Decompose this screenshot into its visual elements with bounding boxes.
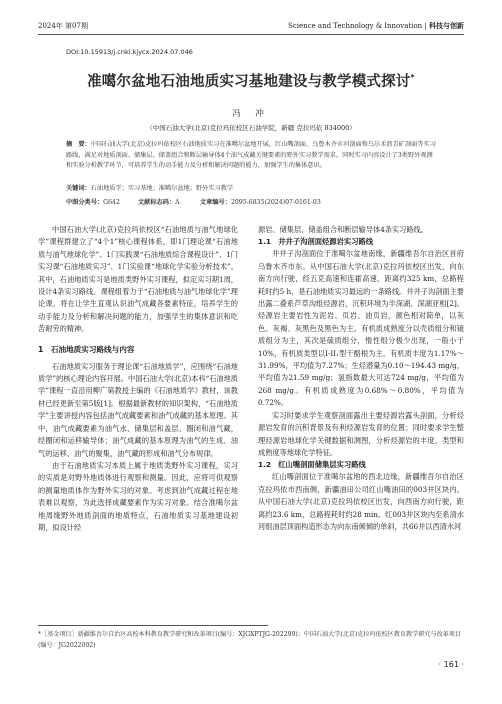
- running-header: [38, 20, 464, 32]
- page-number: · 161 ·: [438, 660, 464, 669]
- body-paragraph: 由于石油地质实习本质上属于地质类野外实习课程，实习的实质是对野外地质体进行观察和测量。因此，应将可供观察的测量地质体作为野外实习的对象。考虑到油气成藏过程在地表难以观察，为此选择成藏要素作为实习对象。结合准噶尔盆地周缘野外地质剖面的地质特点，石油地质实习基地建设初期，拟设计经: [38, 460, 238, 532]
- intro-paragraph: 中国石油大学(北京)克拉玛依校区“石油地质与油气地球化学”课程群建立了“4个1”核心课程体系，即1门理论课“石油地质与油气地球化学”、1门实践课“石油地质综合课程设计”、1门实习课“石油地质实习”、1门实验课“地球化学实验分析技术”。其中，石油地质实习是地质类野外实习课程，拟定实习期1周，设计4条实习路线。课程组着力于“石油地质与油气地球化学”理论课，将在让学生直观认识油气成藏各要素特征，培养学生的动手能力及分析和解决问题的能力，加强学生的集体意识和吃苦耐劳的精神。: [38, 225, 238, 334]
- article-id: [200, 198, 321, 208]
- left-column: [38, 224, 238, 534]
- abstract: [66, 140, 438, 172]
- doc-label: 文献标志码：: [138, 199, 176, 206]
- clc-number: [66, 198, 138, 208]
- doc-value: A: [175, 199, 180, 206]
- body-paragraph: 实习时要求学生观察剖面露出主要烃源岩露头剖面，分析烃源岩发育的沉积背景及有利烃源岩发育的位置；同时要求学生整理烃源岩地球化学关键数据和测图，分析烃源岩的丰度、类型和成熟度等地球化学特征。: [258, 410, 464, 457]
- clc-label: 中图分类号：: [66, 199, 104, 206]
- journal-name: [288, 20, 464, 32]
- affiliation: （中国石油大学(北京)克拉玛依校区石油学院，新疆 克拉玛依 834000）: [146, 124, 356, 132]
- doi: DOI:10.15913/j.cnki.kjycx.2024.07.046: [66, 48, 193, 56]
- body-paragraph: 红山嘴剖面位于准噶尔盆地的西北边缘，新疆维吾尔自治区克拉玛依市西南侧，新疆油田公司红山嘴油田的003井区块内。从中国石油大学(北京)克拉玛依校区出发，向西南方向行驶，距离约23.6 km，总路程耗时约28 min。红003井区块内至系清水河组油层顶面构造形态为向东南倾倾的单斜，共66井以西清水河: [258, 472, 464, 531]
- section-heading-1: 1 石油地质实习路线与内容: [38, 344, 135, 354]
- classification-line: [66, 198, 438, 208]
- journal-name-cn: 科技与创新: [429, 22, 464, 30]
- header-rule: [38, 34, 464, 35]
- article-title-text: 准噶尔盆地石油地质实习基地建设与教学模式探讨: [87, 74, 411, 90]
- header-separator: |: [424, 22, 427, 30]
- body-paragraph: 井井子沟剖面位于准噶尔盆地南缘，新疆维吾尔自治区首府乌鲁木齐市东。从中国石油大学(北京)克拉玛依校区出发，向东南方向行驶，经五克高速和连霍高速，距离约325 km，总路程耗时约5 h，是石油地质实习最远的一条路线。井井子沟剖面主要出露二叠系芦草沟组烃源岩，沉积环境为半深湖、深湖亚相[2]。烃源岩主要岩性为泥岩、页岩、油页岩，颜色相对简单，以灰色、灰褐、灰黑色及黑色为主。有机质成熟度分以壳质组分和镜质组分为主，其次是硫质组分，惰性组分极少出现，一般小于10%，有机质类型以I-II₁型干酪根为主。有机质丰度为1.17%～31.99%，平均值为7.27%；生烃潜量为0.10～194.43 mg/g，平均值为21.59 mg/g；氢指数最大可达724 mg/g，平均值为268 mg/g。有机质成熟度为0.68%～0.80%，平均值为0.72%。: [258, 249, 464, 408]
- body-paragraph: 源岩、储集层、储盖组合和断层输导体4条实习路线。: [258, 225, 428, 234]
- id-label: 文章编号：: [200, 199, 231, 206]
- doc-code: [138, 198, 200, 208]
- body-paragraph: 石油地质实习服务于理论课“石油地质学”，应围绕“石油地质学”的核心理论内容开展。中国石油大学(北京)本科“石油地质学”课程一直沿用柳广第教授主编的《石油地质学》教材，该教材已经更新至第5版[1]。根据最新教材的知识架构，“石油地质学”主要讲授内容包括油气成藏要素和油气成藏的基本原理。其中，油气成藏要素为油气水、储集层和盖层、圈闭和油气藏，经圈闭和运移输导体；油气成藏的基本原理为油气的生成、油气的运移、油气的聚集，油气藏的形成和油气分布规律。: [38, 361, 238, 458]
- author: 冯 冲: [232, 109, 270, 119]
- keywords-text: 石油地质学；实习基地；准噶尔盆地；野外实习教学: [90, 185, 234, 192]
- subsection-heading-1-1: 1.1 井井子沟剖面烃源岩实习路线: [258, 237, 374, 247]
- clc-value: G642: [103, 199, 120, 206]
- id-value: 2095-6835(2024)07-0161-03: [230, 199, 321, 206]
- issue-label: 2024年 第07期: [38, 22, 88, 30]
- right-column: [258, 224, 464, 533]
- keywords-label: 关键词：: [66, 185, 91, 192]
- article-title: [38, 70, 464, 91]
- journal-name-en: Science and Technology & Innovation: [288, 22, 423, 30]
- subsection-heading-1-2: 1.2 红山嘴剖面储集层实习路线: [258, 460, 366, 470]
- footnote-rule: [38, 625, 268, 626]
- funding-footnote: *［基金项目］新疆维吾尔自治区高校本科教育教学研究和改革项目(编号：XJGXPTJG-202299)；中国石油大学(北京)克拉玛依校区教育教学研究与改革项目(编号：JG2022002): [38, 631, 461, 649]
- keywords: [66, 184, 438, 194]
- abstract-label: 摘 要：: [66, 141, 91, 148]
- abstract-text: 中国石油大学(北京)克拉玛依校区石油地质实习在准噶尔盆地开展，红山嘴剖面、乌鲁木齐市河剖面和乌尔禾沥青矿剖面等实习路线，满足对地质剖面、储集层、储盖组合和断层输导体4个油气成藏关键要素的野外实习教学需求。同时实习内容设计了3类野外观测和实验分析教学环节，可培养学生的动手能力及分析和解决问题的能力，加强学生的集体意识。: [66, 141, 436, 169]
- title-footnote-mark: *: [410, 73, 415, 83]
